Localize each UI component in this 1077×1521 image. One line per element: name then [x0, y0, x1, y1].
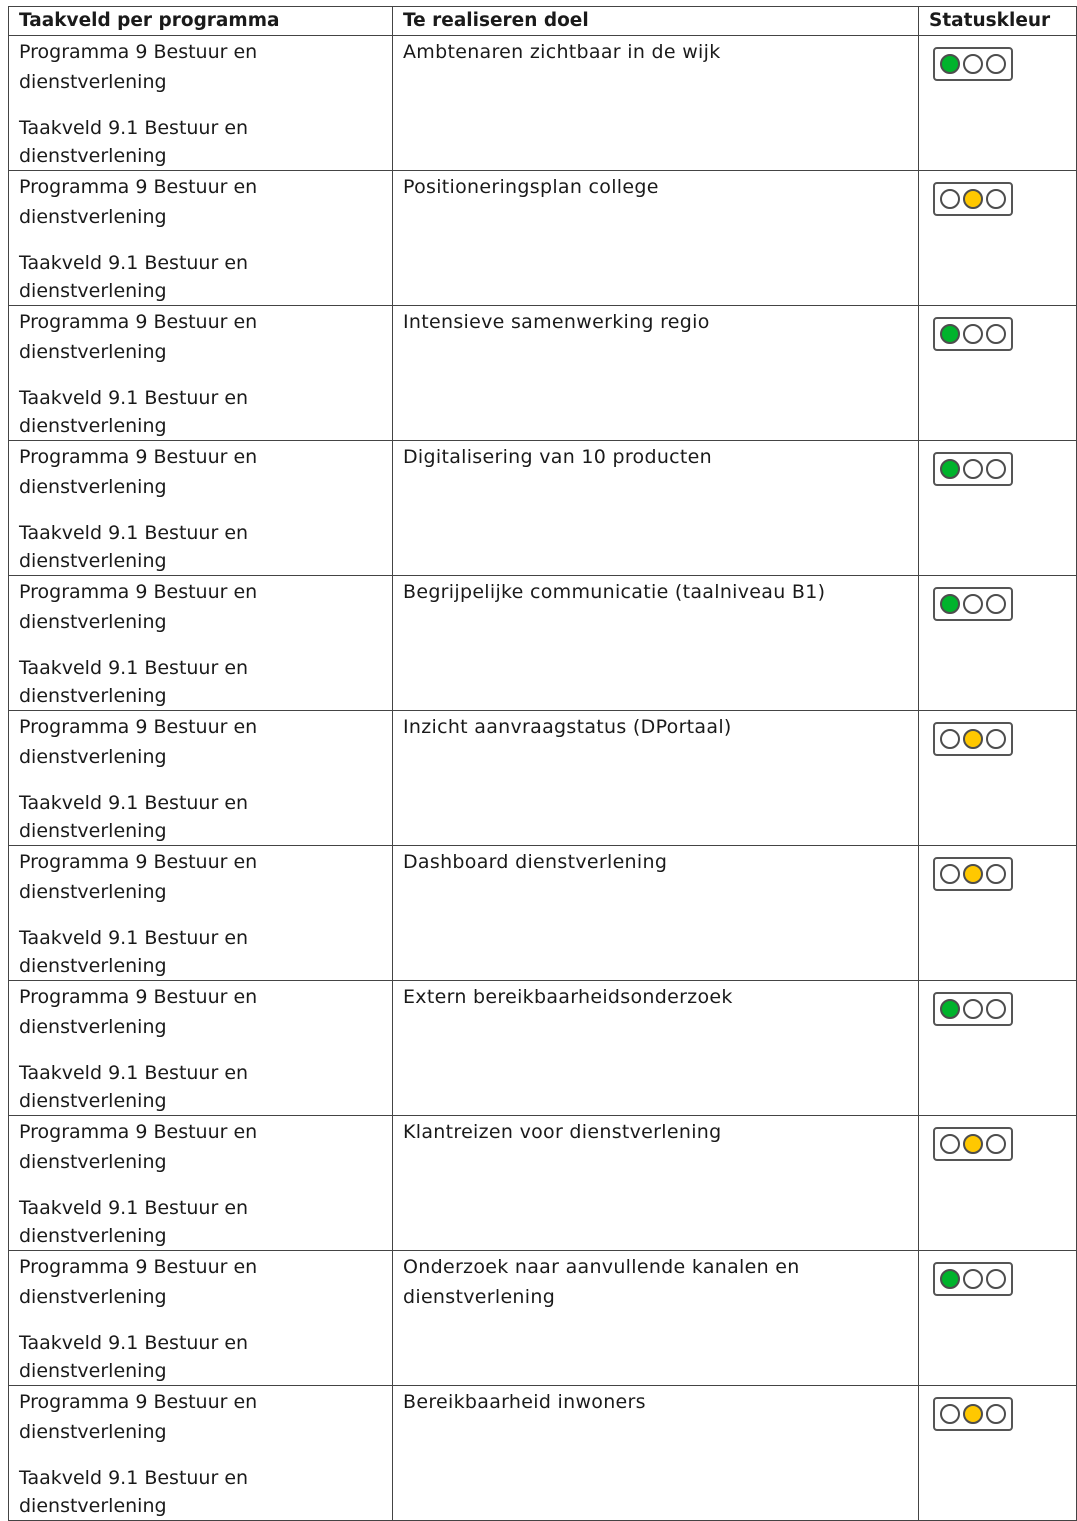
active-green-light-icon	[940, 1269, 960, 1289]
cell-doel: Inzicht aanvraagstatus (DPortaal)	[393, 711, 919, 846]
inactive-red-light-icon	[986, 999, 1006, 1019]
inactive-green-light-icon	[940, 729, 960, 749]
cell-taakveld	[9, 171, 393, 306]
cell-taakveld	[9, 711, 393, 846]
inactive-red-light-icon	[986, 729, 1006, 749]
inactive-red-light-icon	[986, 189, 1006, 209]
cell-taakveld	[9, 1251, 393, 1386]
programma-text: Programma 9 Bestuur en dienstverlening	[19, 851, 258, 903]
table-row	[9, 846, 1077, 981]
taakveld-text: Taakveld 9.1 Bestuur en dienstverlening	[19, 792, 249, 842]
cell-taakveld	[9, 981, 393, 1116]
active-green-light-icon	[940, 594, 960, 614]
cell-taakveld	[9, 1116, 393, 1251]
cell-status	[919, 306, 1077, 441]
cell-doel: Bereikbaarheid inwoners	[393, 1386, 919, 1521]
programma-text: Programma 9 Bestuur en dienstverlening	[19, 1256, 258, 1308]
cell-doel: Intensieve samenwerking regio	[393, 306, 919, 441]
taakveld-text: Taakveld 9.1 Bestuur en dienstverlening	[19, 927, 249, 977]
table-row	[9, 981, 1077, 1116]
inactive-green-light-icon	[940, 1134, 960, 1154]
active-green-light-icon	[940, 459, 960, 479]
inactive-yellow-light-icon	[963, 999, 983, 1019]
traffic-light-icon	[933, 1262, 1013, 1296]
table-row	[9, 1251, 1077, 1386]
inactive-yellow-light-icon	[963, 459, 983, 479]
inactive-green-light-icon	[940, 864, 960, 884]
programma-text: Programma 9 Bestuur en dienstverlening	[19, 41, 258, 93]
traffic-light-icon	[933, 317, 1013, 351]
traffic-light-icon	[933, 857, 1013, 891]
active-yellow-light-icon	[963, 864, 983, 884]
cell-doel: Klantreizen voor dienstverlening	[393, 1116, 919, 1251]
taakveld-text: Taakveld 9.1 Bestuur en dienstverlening	[19, 1332, 249, 1382]
traffic-light-icon	[933, 182, 1013, 216]
table-row	[9, 36, 1077, 171]
traffic-light-icon	[933, 722, 1013, 756]
cell-taakveld	[9, 36, 393, 171]
inactive-yellow-light-icon	[963, 1269, 983, 1289]
cell-status	[919, 441, 1077, 576]
taakveld-text: Taakveld 9.1 Bestuur en dienstverlening	[19, 1062, 249, 1112]
traffic-light-icon	[933, 1397, 1013, 1431]
cell-taakveld	[9, 576, 393, 711]
taakveld-text: Taakveld 9.1 Bestuur en dienstverlening	[19, 1197, 249, 1247]
cell-doel: Onderzoek naar aanvullende kanalen en dienstverlening	[393, 1251, 919, 1386]
table-row	[9, 576, 1077, 711]
programma-text: Programma 9 Bestuur en dienstverlening	[19, 176, 258, 228]
cell-status	[919, 171, 1077, 306]
traffic-light-icon	[933, 1127, 1013, 1161]
active-yellow-light-icon	[963, 189, 983, 209]
programma-text: Programma 9 Bestuur en dienstverlening	[19, 986, 258, 1038]
active-green-light-icon	[940, 54, 960, 74]
inactive-red-light-icon	[986, 1269, 1006, 1289]
traffic-light-icon	[933, 47, 1013, 81]
traffic-light-icon	[933, 992, 1013, 1026]
status-table	[8, 6, 1077, 1521]
inactive-green-light-icon	[940, 189, 960, 209]
header-statuskleur: Statuskleur	[919, 7, 1077, 36]
cell-status	[919, 1386, 1077, 1521]
cell-doel: Extern bereikbaarheidsonderzoek	[393, 981, 919, 1116]
inactive-red-light-icon	[986, 459, 1006, 479]
programma-text: Programma 9 Bestuur en dienstverlening	[19, 1391, 258, 1443]
programma-text: Programma 9 Bestuur en dienstverlening	[19, 716, 258, 768]
table-row	[9, 171, 1077, 306]
table-row	[9, 1116, 1077, 1251]
table-row	[9, 441, 1077, 576]
cell-status	[919, 981, 1077, 1116]
table-row	[9, 711, 1077, 846]
cell-taakveld	[9, 441, 393, 576]
inactive-red-light-icon	[986, 324, 1006, 344]
active-yellow-light-icon	[963, 1134, 983, 1154]
inactive-red-light-icon	[986, 54, 1006, 74]
cell-taakveld	[9, 1386, 393, 1521]
inactive-yellow-light-icon	[963, 54, 983, 74]
table-row	[9, 306, 1077, 441]
inactive-red-light-icon	[986, 864, 1006, 884]
cell-doel: Positioneringsplan college	[393, 171, 919, 306]
cell-doel: Dashboard dienstverlening	[393, 846, 919, 981]
cell-doel: Digitalisering van 10 producten	[393, 441, 919, 576]
cell-status	[919, 36, 1077, 171]
active-green-light-icon	[940, 999, 960, 1019]
inactive-yellow-light-icon	[963, 324, 983, 344]
inactive-green-light-icon	[940, 1404, 960, 1424]
inactive-red-light-icon	[986, 594, 1006, 614]
taakveld-text: Taakveld 9.1 Bestuur en dienstverlening	[19, 522, 249, 572]
header-taakveld: Taakveld per programma	[9, 7, 393, 36]
traffic-light-icon	[933, 452, 1013, 486]
cell-status	[919, 711, 1077, 846]
table-row	[9, 1386, 1077, 1521]
cell-doel: Begrijpelijke communicatie (taalniveau B1)	[393, 576, 919, 711]
taakveld-text: Taakveld 9.1 Bestuur en dienstverlening	[19, 1467, 249, 1517]
traffic-light-icon	[933, 587, 1013, 621]
header-doel: Te realiseren doel	[393, 7, 919, 36]
taakveld-text: Taakveld 9.1 Bestuur en dienstverlening	[19, 387, 249, 437]
cell-taakveld	[9, 846, 393, 981]
taakveld-text: Taakveld 9.1 Bestuur en dienstverlening	[19, 252, 249, 302]
programma-text: Programma 9 Bestuur en dienstverlening	[19, 1121, 258, 1173]
inactive-red-light-icon	[986, 1134, 1006, 1154]
programma-text: Programma 9 Bestuur en dienstverlening	[19, 311, 258, 363]
cell-status	[919, 1251, 1077, 1386]
taakveld-text: Taakveld 9.1 Bestuur en dienstverlening	[19, 657, 249, 707]
programma-text: Programma 9 Bestuur en dienstverlening	[19, 446, 258, 498]
active-yellow-light-icon	[963, 729, 983, 749]
table-header-row	[9, 7, 1077, 36]
inactive-yellow-light-icon	[963, 594, 983, 614]
cell-doel: Ambtenaren zichtbaar in de wijk	[393, 36, 919, 171]
cell-status	[919, 576, 1077, 711]
cell-status	[919, 1116, 1077, 1251]
inactive-red-light-icon	[986, 1404, 1006, 1424]
cell-status	[919, 846, 1077, 981]
taakveld-text: Taakveld 9.1 Bestuur en dienstverlening	[19, 117, 249, 167]
cell-taakveld	[9, 306, 393, 441]
active-green-light-icon	[940, 324, 960, 344]
programma-text: Programma 9 Bestuur en dienstverlening	[19, 581, 258, 633]
active-yellow-light-icon	[963, 1404, 983, 1424]
